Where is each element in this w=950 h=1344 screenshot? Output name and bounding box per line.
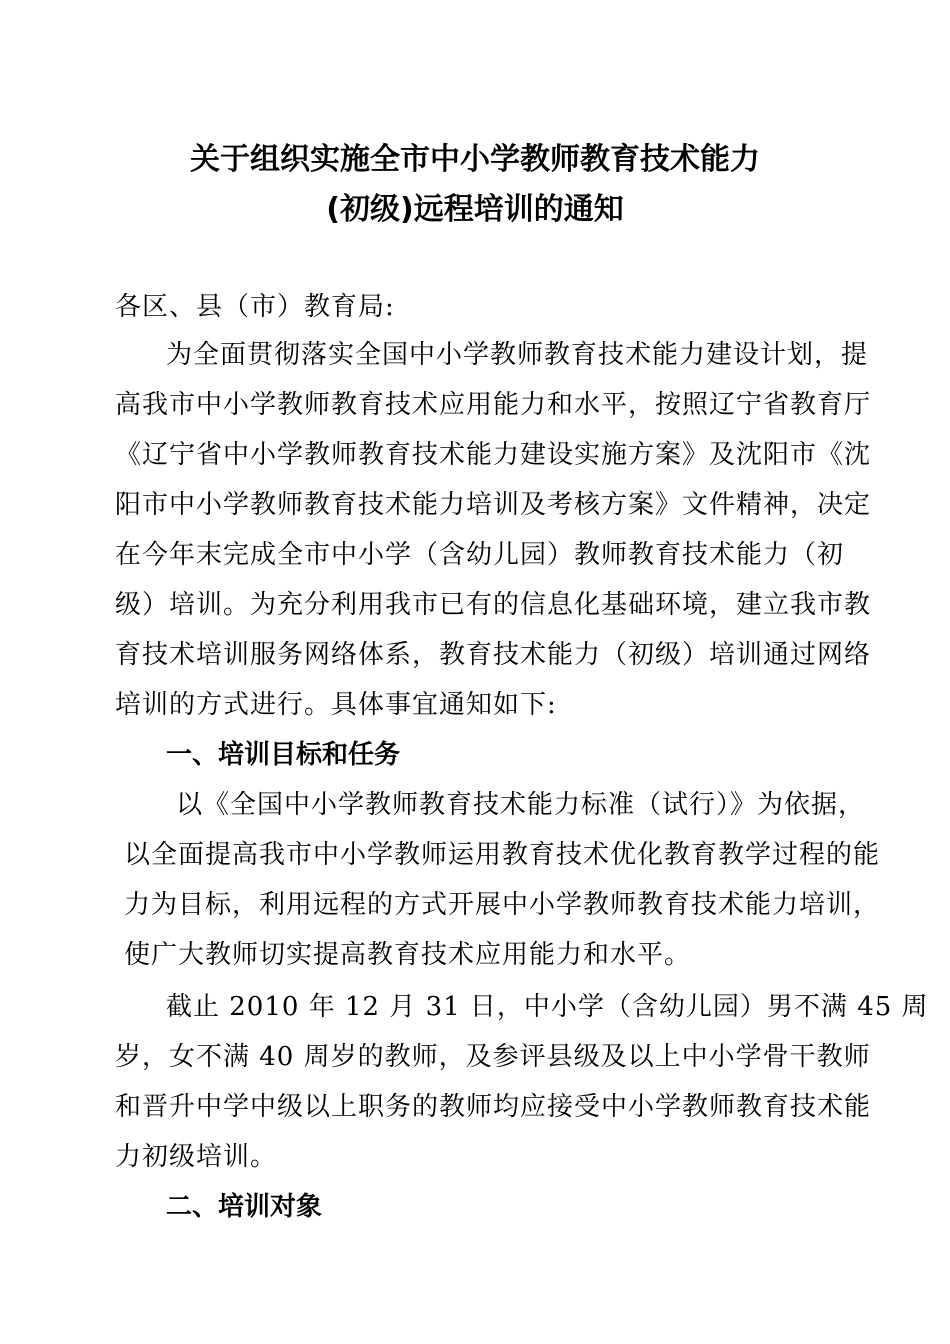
section-1-paragraph-line: 使广大教师切实提高教育技术应用能力和水平。 (124, 940, 692, 970)
document-title-line-1: 关于组织实施全市中小学教师教育技术能力 (190, 142, 760, 177)
document-title-line-2: (初级)远程培训的通知 (326, 192, 624, 227)
paragraph-2-line: 力初级培训。 (115, 1142, 278, 1172)
paragraph-1-line: 阳市中小学教师教育技术能力培训及考核方案》文件精神，决定 (115, 490, 872, 520)
paragraph-2-line: 和晋升中学中级以上职务的教师均应接受中小学教师教育技术能 (115, 1092, 872, 1122)
paragraph-1-line: 高我市中小学教师教育技术应用能力和水平，按照辽宁省教育厅 (115, 390, 872, 420)
salutation: 各区、县（市）教育局: (115, 292, 395, 322)
paragraph-1-line: 为全面贯彻落实全国中小学教师教育技术能力建设计划，提 (166, 340, 869, 370)
section-2-heading: 二、培训对象 (166, 1192, 323, 1222)
section-1-paragraph-line: 以全面提高我市中小学教师运用教育技术优化教育教学过程的能 (124, 840, 881, 870)
section-1-paragraph-line: 以《全国中小学教师教育技术能力标准（试行）》为依据， (176, 790, 866, 820)
paragraph-2-line: 截止 2010 年 12 月 31 日，中小学（含幼儿园）男不满 45 周 (166, 992, 929, 1022)
paragraph-1-line: 级）培训。为充分利用我市已有的信息化基础环境，建立我市教 (115, 590, 872, 620)
paragraph-1-line: 《辽宁省中小学教师教育技术能力建设实施方案》及沈阳市《沈 (115, 440, 872, 470)
paragraph-1-line: 育技术培训服务网络体系，教育技术能力（初级）培训通过网络 (115, 640, 872, 670)
paragraph-2-line: 岁，女不满 40 周岁的教师，及参评县级及以上中小学骨干教师 (115, 1042, 871, 1072)
paragraph-1-line: 培训的方式进行。具体事宜通知如下: (115, 690, 557, 720)
section-1-heading: 一、培训目标和任务 (166, 740, 401, 770)
paragraph-1-line: 在今年末完成全市中小学（含幼儿园）教师教育技术能力（初 (115, 540, 845, 570)
section-1-paragraph-line: 力为目标，利用远程的方式开展中小学教师教育技术能力培训， (124, 890, 881, 920)
